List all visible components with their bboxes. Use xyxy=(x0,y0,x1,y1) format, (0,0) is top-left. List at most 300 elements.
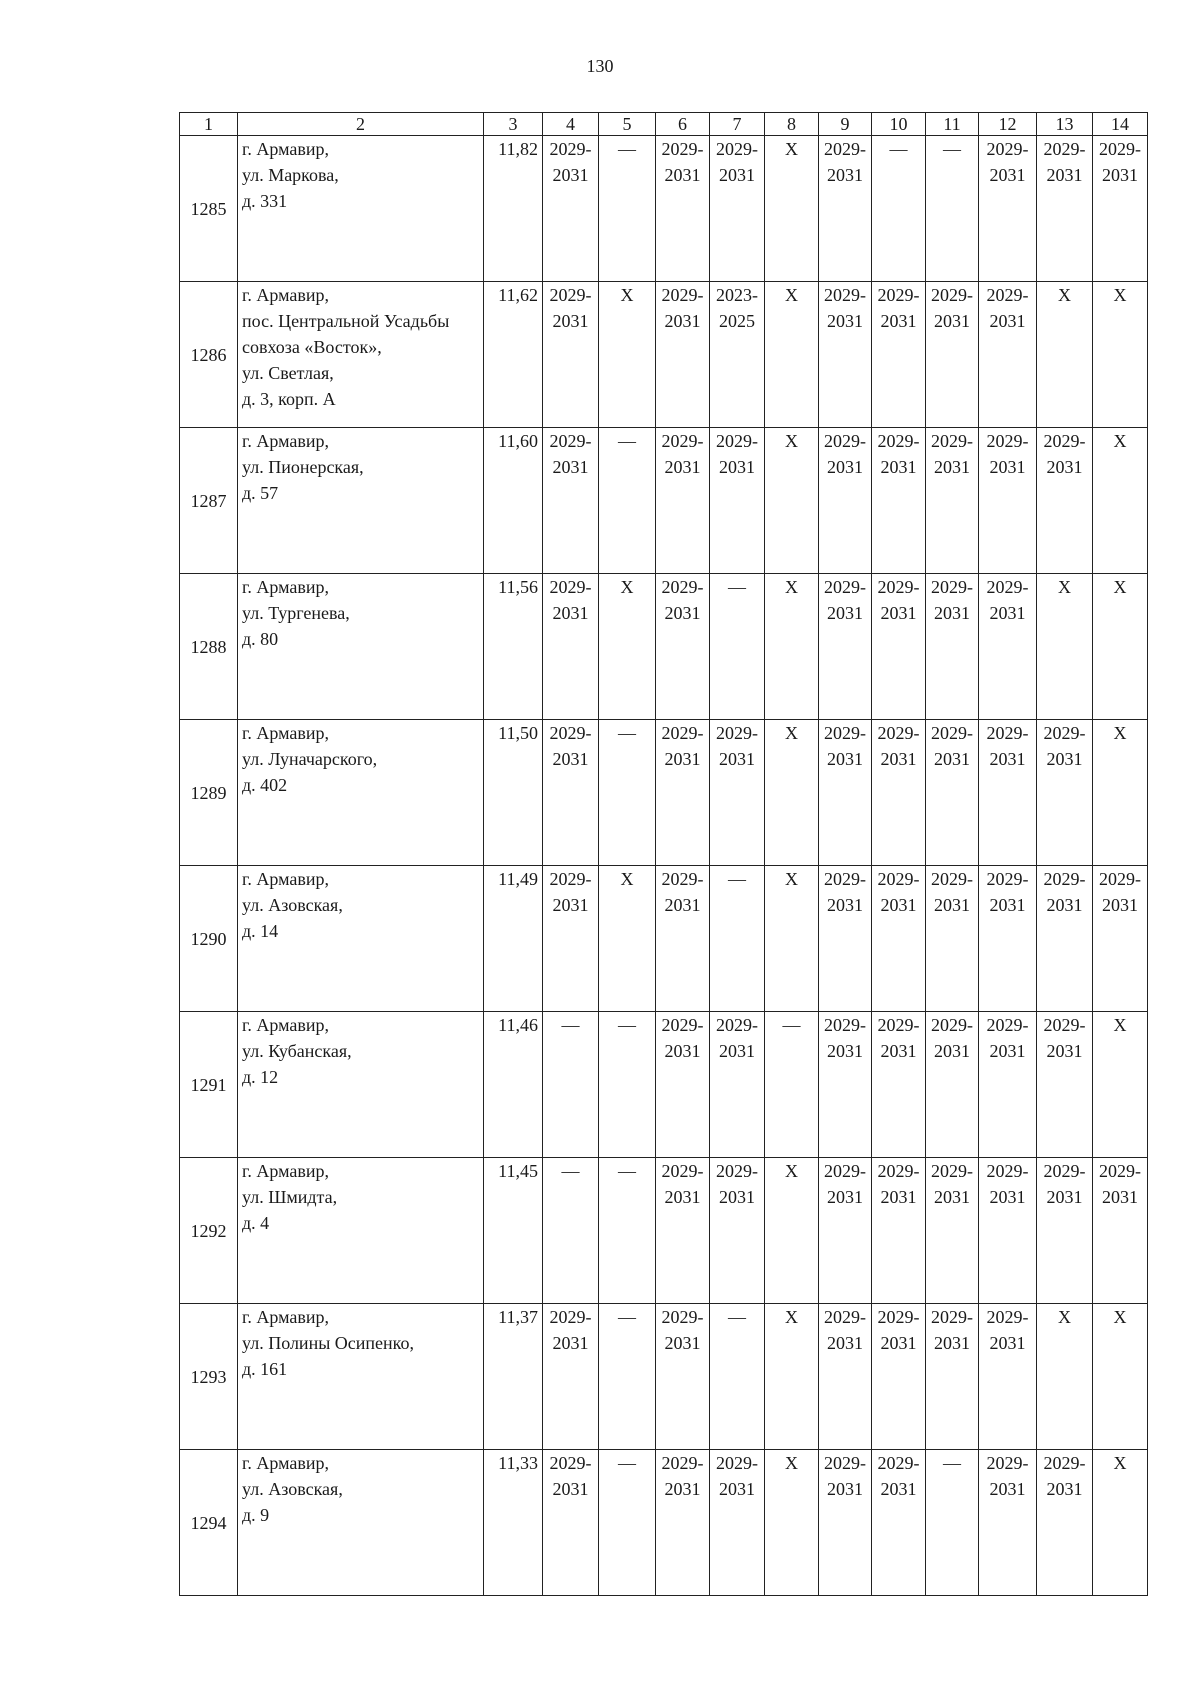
cell-line: 2031 xyxy=(880,1333,917,1353)
cell-line: 2031 xyxy=(989,165,1026,185)
period-cell xyxy=(1037,720,1093,866)
period-cell xyxy=(819,282,872,428)
cell-line: 2031 xyxy=(552,165,589,185)
address-line: д. 12 xyxy=(242,1067,279,1087)
cell-line: 2029- xyxy=(549,1307,592,1327)
cell-line: X xyxy=(1058,285,1071,305)
cell-line: 2029- xyxy=(1043,1453,1086,1473)
period-cell xyxy=(979,136,1037,282)
cell-line: 2029- xyxy=(824,577,866,597)
cell-line: X xyxy=(1113,285,1127,305)
period-cell xyxy=(765,574,819,720)
cell-line: 2029- xyxy=(824,431,866,451)
cell-line: 2031 xyxy=(880,457,917,477)
cell-line: X xyxy=(785,431,798,451)
period-cell xyxy=(979,1158,1037,1304)
cell-line: 2029- xyxy=(931,431,973,451)
cell-line: 2029- xyxy=(1043,1161,1086,1181)
cell-line: — xyxy=(561,1015,580,1035)
cell-line: 2029- xyxy=(824,1161,866,1181)
address-line: г. Армавир, xyxy=(242,1161,329,1181)
period-cell xyxy=(765,720,819,866)
cell-line: 2029- xyxy=(986,139,1029,159)
cell-line: 2031 xyxy=(827,1333,863,1353)
period-cell xyxy=(819,866,872,1012)
cell-line: X xyxy=(620,869,634,889)
cell-line: X xyxy=(1113,1307,1127,1327)
period-cell xyxy=(765,1012,819,1158)
cell-line: — xyxy=(618,1161,636,1181)
column-header-row xyxy=(180,113,1148,136)
value-cell: 11,60 xyxy=(484,428,543,574)
address-line: д. 57 xyxy=(242,483,279,503)
period-cell xyxy=(872,1304,926,1450)
cell-line: 2029- xyxy=(877,1015,920,1035)
address-line: д. 9 xyxy=(242,1505,270,1525)
cell-line: 2029- xyxy=(549,869,592,889)
period-cell xyxy=(872,136,926,282)
address-line: д. 80 xyxy=(242,629,279,649)
cell-line: 2029- xyxy=(661,1015,704,1035)
cell-line: 2029- xyxy=(549,1453,592,1473)
period-cell xyxy=(872,1012,926,1158)
page-number: 130 xyxy=(586,56,614,76)
cell-line: — xyxy=(618,1015,636,1035)
period-cell xyxy=(872,1450,926,1596)
table-row xyxy=(180,1450,1148,1596)
period-cell xyxy=(872,282,926,428)
cell-line: — xyxy=(943,1453,961,1473)
cell-line: — xyxy=(728,1307,746,1327)
cell-line: X xyxy=(620,577,634,597)
row-number: 1292 xyxy=(180,1158,238,1304)
cell-line: 2029- xyxy=(824,1307,866,1327)
address-line: г. Армавир, xyxy=(242,285,329,305)
column-header: 2 xyxy=(238,113,484,136)
cell-line: 2031 xyxy=(989,895,1026,915)
value-cell: 11,37 xyxy=(484,1304,543,1450)
period-cell xyxy=(710,282,765,428)
period-cell xyxy=(656,428,710,574)
period-cell xyxy=(599,866,656,1012)
cell-line: 2031 xyxy=(989,1333,1026,1353)
cell-line: 2029- xyxy=(716,1161,758,1181)
address-line: г. Армавир, xyxy=(242,723,329,743)
registry-table xyxy=(179,112,1148,1596)
cell-line: 2029- xyxy=(1099,1161,1141,1181)
period-cell xyxy=(926,428,979,574)
cell-line: 2031 xyxy=(989,1041,1026,1061)
period-cell xyxy=(543,574,599,720)
value-cell: 11,33 xyxy=(484,1450,543,1596)
cell-line: 2031 xyxy=(1102,165,1138,185)
row-number: 1290 xyxy=(180,866,238,1012)
period-cell xyxy=(765,428,819,574)
cell-line: 2029- xyxy=(661,577,704,597)
period-cell xyxy=(543,1158,599,1304)
cell-line: 2031 xyxy=(552,895,589,915)
address-line: г. Армавир, xyxy=(242,869,329,889)
period-cell xyxy=(1037,1450,1093,1596)
period-cell xyxy=(599,1450,656,1596)
period-cell xyxy=(926,866,979,1012)
address-line: ул. Шмидта, xyxy=(242,1187,338,1207)
period-cell xyxy=(926,720,979,866)
address-line: д. 402 xyxy=(242,775,288,795)
period-cell xyxy=(710,1158,765,1304)
cell-line: 2029- xyxy=(716,1453,758,1473)
period-cell xyxy=(656,1158,710,1304)
period-cell xyxy=(926,574,979,720)
cell-line: 2031 xyxy=(827,1041,863,1061)
period-cell xyxy=(819,574,872,720)
period-cell xyxy=(543,866,599,1012)
cell-line: X xyxy=(1058,1307,1071,1327)
row-number: 1287 xyxy=(180,428,238,574)
cell-line: 2031 xyxy=(880,1041,917,1061)
cell-line: X xyxy=(785,139,798,159)
period-cell xyxy=(543,1012,599,1158)
period-cell xyxy=(543,1450,599,1596)
cell-line: X xyxy=(785,1453,798,1473)
cell-line: — xyxy=(943,139,961,159)
cell-line: X xyxy=(620,285,634,305)
row-number: 1285 xyxy=(180,136,238,282)
period-cell xyxy=(1093,866,1148,1012)
cell-line: 2029- xyxy=(877,1307,920,1327)
cell-line: 2031 xyxy=(934,1187,970,1207)
cell-line: 2029- xyxy=(716,723,758,743)
cell-line: 2031 xyxy=(719,1041,755,1061)
period-cell xyxy=(819,720,872,866)
cell-line: 2029- xyxy=(549,431,592,451)
cell-line: 2031 xyxy=(1046,895,1083,915)
cell-line: 2029- xyxy=(716,139,758,159)
cell-line: — xyxy=(889,139,908,159)
cell-line: 2029- xyxy=(986,1453,1029,1473)
address-cell xyxy=(238,136,484,282)
period-cell xyxy=(819,1450,872,1596)
period-cell xyxy=(656,136,710,282)
period-cell xyxy=(1037,282,1093,428)
address-line: г. Армавир, xyxy=(242,139,329,159)
cell-line: 2029- xyxy=(661,723,704,743)
period-cell xyxy=(599,574,656,720)
address-line: д. 3, корп. А xyxy=(242,389,336,409)
cell-line: X xyxy=(1113,1453,1127,1473)
period-cell xyxy=(1093,720,1148,866)
period-cell xyxy=(926,1012,979,1158)
address-cell xyxy=(238,1304,484,1450)
cell-line: — xyxy=(561,1161,580,1181)
table-row xyxy=(180,1012,1148,1158)
cell-line: X xyxy=(1113,431,1127,451)
cell-line: 2031 xyxy=(664,1187,701,1207)
cell-line: 2031 xyxy=(1046,1479,1083,1499)
column-header: 10 xyxy=(872,113,926,136)
period-cell xyxy=(1037,428,1093,574)
period-cell xyxy=(1037,136,1093,282)
address-cell xyxy=(238,1450,484,1596)
cell-line: 2031 xyxy=(552,1479,589,1499)
period-cell xyxy=(599,720,656,866)
cell-line: X xyxy=(785,285,798,305)
address-line: д. 161 xyxy=(242,1359,288,1379)
cell-line: X xyxy=(785,723,798,743)
cell-line: 2031 xyxy=(664,603,701,623)
cell-line: 2031 xyxy=(664,895,701,915)
cell-line: 2031 xyxy=(827,457,863,477)
row-number: 1286 xyxy=(180,282,238,428)
address-line: г. Армавир, xyxy=(242,1307,329,1327)
address-line: ул. Полины Осипенко, xyxy=(242,1333,415,1353)
row-number: 1289 xyxy=(180,720,238,866)
period-cell xyxy=(656,866,710,1012)
period-cell xyxy=(710,1012,765,1158)
address-line: ул. Азовская, xyxy=(242,1479,343,1499)
period-cell xyxy=(926,1158,979,1304)
period-cell xyxy=(872,720,926,866)
cell-line: 2029- xyxy=(931,577,973,597)
cell-line: 2023- xyxy=(716,285,758,305)
cell-line: 2031 xyxy=(827,603,863,623)
period-cell xyxy=(1093,1304,1148,1450)
period-cell xyxy=(926,136,979,282)
cell-line: 2029- xyxy=(877,431,920,451)
cell-line: — xyxy=(618,139,636,159)
column-header: 12 xyxy=(979,113,1037,136)
column-header: 4 xyxy=(543,113,599,136)
period-cell xyxy=(979,720,1037,866)
cell-line: 2031 xyxy=(934,311,970,331)
period-cell xyxy=(656,720,710,866)
period-cell xyxy=(543,1304,599,1450)
period-cell xyxy=(1093,1450,1148,1596)
cell-line: — xyxy=(618,1453,636,1473)
cell-line: 2029- xyxy=(986,1161,1029,1181)
period-cell xyxy=(872,574,926,720)
period-cell xyxy=(543,136,599,282)
cell-line: 2031 xyxy=(1102,1187,1138,1207)
period-cell xyxy=(1037,1304,1093,1450)
table-row xyxy=(180,1304,1148,1450)
address-line: д. 4 xyxy=(242,1213,270,1233)
period-cell xyxy=(979,866,1037,1012)
table-row xyxy=(180,574,1148,720)
period-cell xyxy=(599,1012,656,1158)
cell-line: 2031 xyxy=(552,603,589,623)
period-cell xyxy=(599,1304,656,1450)
cell-line: 2031 xyxy=(664,1333,701,1353)
row-number: 1293 xyxy=(180,1304,238,1450)
period-cell xyxy=(710,1304,765,1450)
period-cell xyxy=(765,282,819,428)
cell-line: — xyxy=(618,723,636,743)
address-line: г. Армавир, xyxy=(242,431,329,451)
period-cell xyxy=(656,1304,710,1450)
address-line: г. Армавир, xyxy=(242,577,329,597)
cell-line: 2029- xyxy=(931,869,973,889)
address-line: ул. Тургенева, xyxy=(242,603,350,623)
value-cell: 11,46 xyxy=(484,1012,543,1158)
cell-line: 2031 xyxy=(934,603,970,623)
cell-line: 2031 xyxy=(827,311,863,331)
cell-line: 2031 xyxy=(664,1479,701,1499)
cell-line: 2031 xyxy=(827,895,863,915)
period-cell xyxy=(599,282,656,428)
cell-line: 2029- xyxy=(931,1307,973,1327)
cell-line: 2031 xyxy=(880,311,917,331)
cell-line: 2029- xyxy=(1099,869,1141,889)
row-number: 1291 xyxy=(180,1012,238,1158)
cell-line: 2029- xyxy=(931,723,973,743)
cell-line: 2031 xyxy=(719,165,755,185)
period-cell xyxy=(979,1450,1037,1596)
cell-line: 2031 xyxy=(880,1479,917,1499)
cell-line: 2029- xyxy=(931,1161,973,1181)
column-header: 7 xyxy=(710,113,765,136)
cell-line: 2031 xyxy=(664,1041,701,1061)
column-header: 1 xyxy=(180,113,238,136)
cell-line: 2029- xyxy=(877,285,920,305)
cell-line: X xyxy=(1113,723,1127,743)
cell-line: 2029- xyxy=(661,1161,704,1181)
cell-line: 2029- xyxy=(661,1307,704,1327)
cell-line: 2029- xyxy=(824,723,866,743)
period-cell xyxy=(710,1450,765,1596)
cell-line: 2031 xyxy=(552,457,589,477)
cell-line: 2031 xyxy=(827,1187,863,1207)
period-cell xyxy=(979,428,1037,574)
address-cell xyxy=(238,866,484,1012)
address-line: ул. Светлая, xyxy=(242,363,334,383)
cell-line: 2031 xyxy=(934,1333,970,1353)
column-header: 6 xyxy=(656,113,710,136)
period-cell xyxy=(710,136,765,282)
period-cell xyxy=(1093,1012,1148,1158)
cell-line: 2029- xyxy=(661,869,704,889)
address-line: ул. Азовская, xyxy=(242,895,343,915)
period-cell xyxy=(765,1450,819,1596)
cell-line: 2029- xyxy=(986,577,1029,597)
cell-line: 2029- xyxy=(986,869,1029,889)
address-line: ул. Пионерская, xyxy=(242,457,364,477)
cell-line: 2029- xyxy=(1043,869,1086,889)
period-cell xyxy=(926,1450,979,1596)
cell-line: 2029- xyxy=(824,869,866,889)
period-cell xyxy=(599,428,656,574)
cell-line: 2031 xyxy=(552,1333,589,1353)
table-row xyxy=(180,282,1148,428)
cell-line: X xyxy=(785,577,798,597)
period-cell xyxy=(872,866,926,1012)
period-cell xyxy=(979,1012,1037,1158)
period-cell xyxy=(819,1012,872,1158)
period-cell xyxy=(979,282,1037,428)
cell-line: 2029- xyxy=(986,1015,1029,1035)
cell-line: X xyxy=(1113,577,1127,597)
cell-line: 2029- xyxy=(1099,139,1141,159)
period-cell xyxy=(765,866,819,1012)
period-cell xyxy=(765,1304,819,1450)
period-cell xyxy=(543,428,599,574)
table-row xyxy=(180,1158,1148,1304)
row-number: 1294 xyxy=(180,1450,238,1596)
cell-line: — xyxy=(618,1307,636,1327)
address-cell xyxy=(238,720,484,866)
column-header: 13 xyxy=(1037,113,1093,136)
column-header: 9 xyxy=(819,113,872,136)
cell-line: — xyxy=(728,577,746,597)
cell-line: 2031 xyxy=(719,749,755,769)
cell-line: 2029- xyxy=(716,431,758,451)
cell-line: 2029- xyxy=(986,431,1029,451)
period-cell xyxy=(1093,428,1148,574)
cell-line: 2031 xyxy=(664,165,701,185)
cell-line: 2029- xyxy=(824,1453,866,1473)
value-cell: 11,50 xyxy=(484,720,543,866)
cell-line: 2031 xyxy=(719,1479,755,1499)
column-header: 5 xyxy=(599,113,656,136)
cell-line: 2031 xyxy=(880,895,917,915)
address-line: совхоза «Восток», xyxy=(242,337,382,357)
period-cell xyxy=(926,282,979,428)
column-header: 14 xyxy=(1093,113,1148,136)
cell-line: 2031 xyxy=(664,749,701,769)
cell-line: 2029- xyxy=(877,1453,920,1473)
period-cell xyxy=(656,282,710,428)
cell-line: 2029- xyxy=(549,285,592,305)
cell-line: 2029- xyxy=(986,1307,1029,1327)
cell-line: 2029- xyxy=(549,577,592,597)
address-cell xyxy=(238,428,484,574)
cell-line: 2031 xyxy=(664,457,701,477)
cell-line: 2029- xyxy=(1043,139,1086,159)
address-cell xyxy=(238,1012,484,1158)
cell-line: 2031 xyxy=(1046,165,1083,185)
period-cell xyxy=(819,136,872,282)
cell-line: 2029- xyxy=(1043,1015,1086,1035)
cell-line: 2029- xyxy=(877,1161,920,1181)
cell-line: 2031 xyxy=(989,311,1026,331)
cell-line: 2029- xyxy=(661,1453,704,1473)
cell-line: 2031 xyxy=(934,1041,970,1061)
cell-line: 2029- xyxy=(877,577,920,597)
cell-line: 2031 xyxy=(827,1479,863,1499)
period-cell xyxy=(656,1450,710,1596)
cell-line: 2029- xyxy=(877,723,920,743)
cell-line: X xyxy=(785,869,798,889)
address-line: ул. Кубанская, xyxy=(242,1041,352,1061)
cell-line: 2031 xyxy=(827,165,863,185)
period-cell xyxy=(656,574,710,720)
cell-line: 2031 xyxy=(1046,457,1083,477)
value-cell: 11,62 xyxy=(484,282,543,428)
cell-line: 2031 xyxy=(1046,749,1083,769)
cell-line: 2029- xyxy=(931,1015,973,1035)
cell-line: 2029- xyxy=(824,1015,866,1035)
cell-line: 2031 xyxy=(880,749,917,769)
value-cell: 11,45 xyxy=(484,1158,543,1304)
period-cell xyxy=(1093,574,1148,720)
value-cell: 11,49 xyxy=(484,866,543,1012)
column-header: 11 xyxy=(926,113,979,136)
address-line: г. Армавир, xyxy=(242,1453,329,1473)
cell-line: 2031 xyxy=(989,749,1026,769)
cell-line: 2029- xyxy=(986,723,1029,743)
cell-line: 2029- xyxy=(877,869,920,889)
column-header: 8 xyxy=(765,113,819,136)
